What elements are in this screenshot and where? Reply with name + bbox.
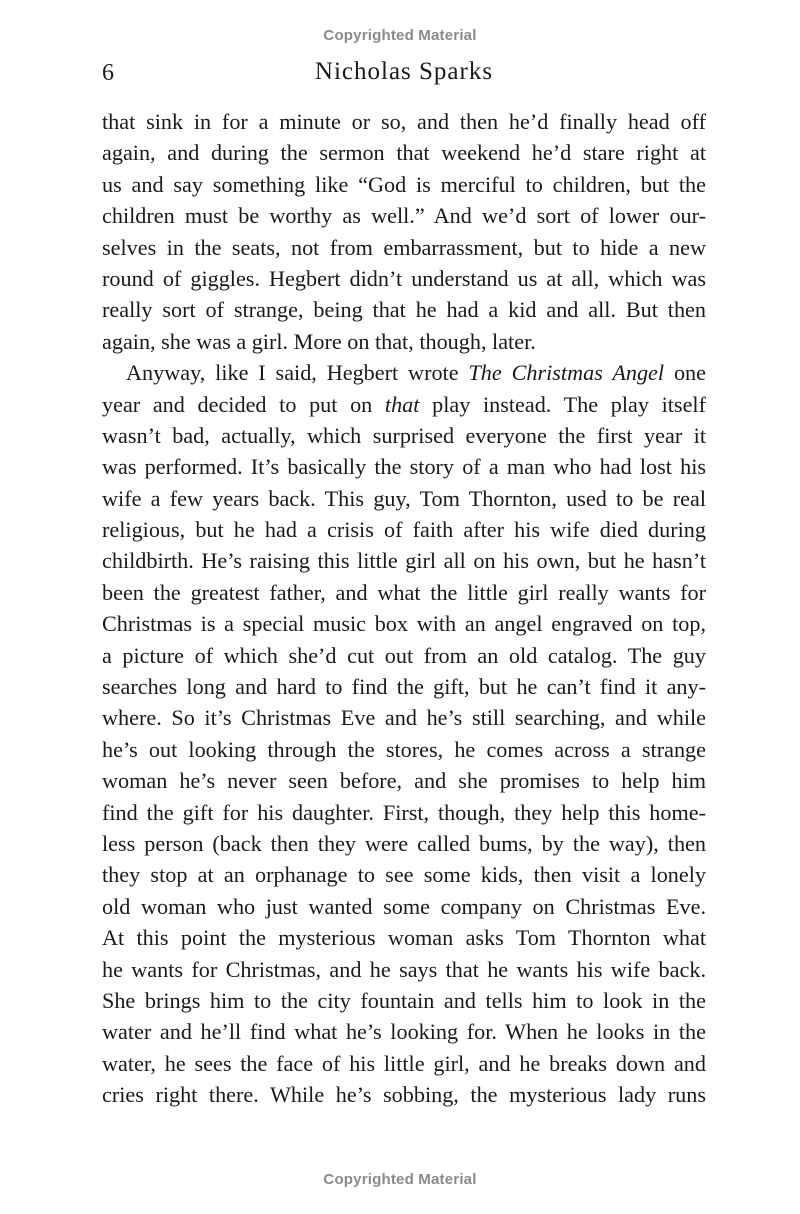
text-line: again, she was a girl. More on that, though, later. bbox=[102, 328, 536, 354]
text-segment: play instead. The play itself bbox=[419, 391, 706, 417]
page-number: 6 bbox=[102, 60, 114, 86]
text-line: old woman who just wanted some company on Christmas Eve. bbox=[102, 893, 706, 919]
text-line: selves in the seats, not from embarrassment, but to hide a new bbox=[102, 234, 706, 260]
copyright-watermark-top: Copyrighted Material bbox=[323, 27, 477, 44]
running-head bbox=[102, 58, 706, 94]
text-line: woman he’s never seen before, and she promises to help him bbox=[102, 768, 706, 794]
copyright-watermark-bottom: Copyrighted Material bbox=[323, 1171, 477, 1188]
text-line: find the gift for his daughter. First, though, they help this home- bbox=[102, 799, 706, 825]
text-line: us and say something like “God is merciful to children, but the bbox=[102, 171, 706, 197]
text-line: really sort of strange, being that he had a kid and all. But then bbox=[102, 297, 706, 323]
text-line: round of giggles. Hegbert didn’t understand us at all, which was bbox=[102, 265, 706, 291]
text-line: wife a few years back. This guy, Tom Thornton, used to be real bbox=[102, 485, 706, 511]
text-line: where. So it’s Christmas Eve and he’s still searching, and while bbox=[102, 705, 706, 731]
text-line: wasn’t bad, actually, which surprised everyone the first year it bbox=[102, 422, 706, 448]
text-line: been the greatest father, and what the little girl really wants for bbox=[102, 579, 706, 605]
text-line: Christmas is a special music box with an angel engraved on top, bbox=[102, 611, 706, 637]
text-line: She brings him to the city fountain and tells him to look in the bbox=[102, 987, 706, 1013]
text-line: was performed. It’s basically the story of a man who had lost his bbox=[102, 454, 706, 480]
text-line: a picture of which she’d cut out from an old catalog. The guy bbox=[102, 642, 706, 668]
text-line: children must be worthy as well.” And we’d sort of lower our- bbox=[102, 203, 706, 229]
emphasis-italic: that bbox=[384, 391, 420, 417]
text-segment: one bbox=[664, 360, 706, 386]
text-line: water, he sees the face of his little girl, and he breaks down and bbox=[102, 1050, 706, 1076]
text-line: religious, but he had a crisis of faith after his wife died during bbox=[102, 517, 706, 543]
text-line: less person (back then they were called bums, by the way), then bbox=[102, 830, 706, 856]
text-segment: Anyway, like I said, Hegbert wrote bbox=[126, 360, 469, 386]
text-line: water and he’ll find what he’s looking for. When he looks in the bbox=[102, 1019, 706, 1045]
text-line: that sink in for a minute or so, and then he’d finally head off bbox=[102, 109, 706, 134]
body-text bbox=[102, 106, 706, 1111]
text-line: childbirth. He’s raising this little girl all on his own, but he hasn’t bbox=[102, 548, 706, 574]
text-line: searches long and hard to find the gift, but he can’t find it any- bbox=[102, 674, 706, 700]
running-head-author: Nicholas Sparks bbox=[314, 58, 494, 85]
text-segment: year and decided to put on bbox=[102, 391, 385, 417]
text-line: At this point the mysterious woman asks Tom Thornton what bbox=[102, 925, 706, 951]
book-title-italic: The Christmas Angel bbox=[468, 360, 665, 386]
text-line: he’s out looking through the stores, he comes across a strange bbox=[102, 736, 706, 762]
text-line bbox=[102, 389, 706, 420]
text-line bbox=[102, 357, 706, 388]
text-line: again, and during the sermon that weekend he’d stare right at bbox=[102, 140, 706, 166]
text-line: cries right there. While he’s sobbing, the mysterious lady runs bbox=[102, 1082, 706, 1108]
text-line: he wants for Christmas, and he says that he wants his wife back. bbox=[102, 956, 706, 982]
text-line: they stop at an orphanage to see some kids, then visit a lonely bbox=[102, 862, 706, 888]
